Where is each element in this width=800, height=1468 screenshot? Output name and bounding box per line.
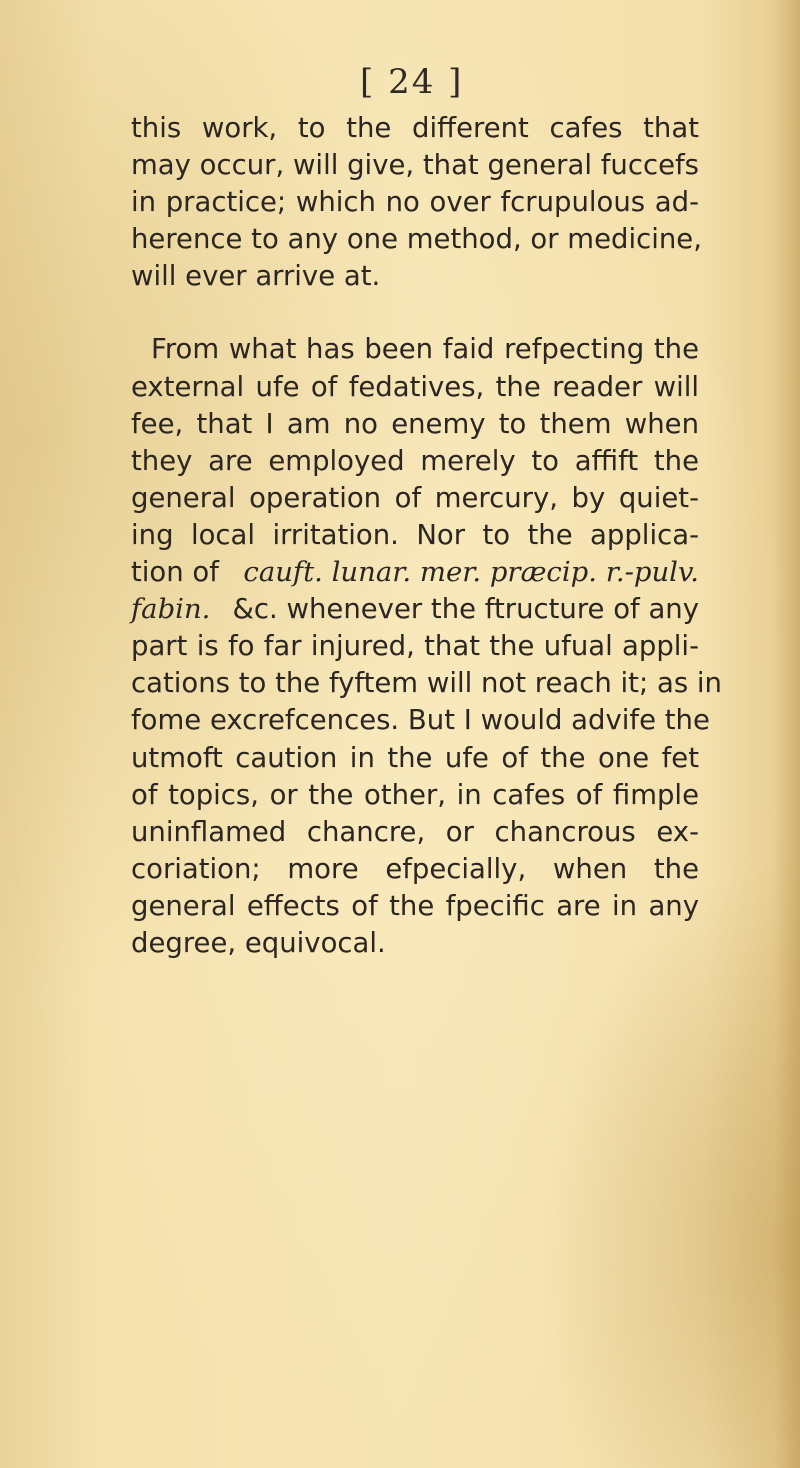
text-line: will ever arrive at. — [131, 260, 381, 293]
text-line: general effects of the fpecific are in any — [131, 889, 699, 922]
body-text — [131, 110, 722, 962]
paragraph-1 — [131, 110, 702, 295]
text-line: herence to any one method, or medicine, — [131, 223, 702, 256]
text-line: coriation; more efpecially, when the — [131, 852, 699, 885]
text-line: of topics, or the other, in cafes of fimple — [131, 778, 699, 811]
text-line-with-latin-terms — [131, 554, 699, 591]
text-line: utmoft caution in the ufe of the one fet — [131, 741, 699, 774]
text-line: external ufe of fedatives, the reader will — [131, 370, 699, 403]
paragraph-2 — [131, 331, 722, 962]
latin-term: fabin. — [131, 593, 211, 626]
text-line: fome excrefcences. But I would advife the — [131, 704, 710, 737]
text-line: fee, that I am no enemy to them when — [131, 407, 699, 440]
text-line: From what has been faid refpecting the — [151, 333, 699, 366]
text-line: part is fo far injured, that the ufual appli- — [131, 630, 699, 663]
page-edge-shading — [774, 0, 800, 1468]
page-number-header: [ 24 ] — [360, 62, 464, 102]
text-line: uninflamed chancre, or chancrous ex- — [131, 815, 699, 848]
text-line: in practice; which no over fcrupulous ad- — [131, 186, 699, 219]
text-line: general operation of mercury, by quiet- — [131, 481, 699, 514]
text-line: they are employed merely to affift the — [131, 444, 699, 477]
line-rest: &c. whenever the ftructure of any — [232, 593, 699, 626]
text-line: cations to the fyftem will not reach it; as in — [131, 667, 722, 700]
line-prefix: tion of — [131, 556, 219, 589]
text-line: degree, equivocal. — [131, 926, 386, 959]
latin-terms: cauft. lunar. mer. præcip. r.-pulv. — [243, 556, 699, 589]
text-line: this work, to the different cafes that — [131, 112, 699, 144]
text-line: ing local irritation. Nor to the applica- — [131, 518, 699, 551]
paragraph-gap — [131, 295, 699, 331]
text-line: may occur, will give, that general fuccefs — [131, 149, 699, 182]
text-line-with-latin-term — [131, 591, 699, 628]
